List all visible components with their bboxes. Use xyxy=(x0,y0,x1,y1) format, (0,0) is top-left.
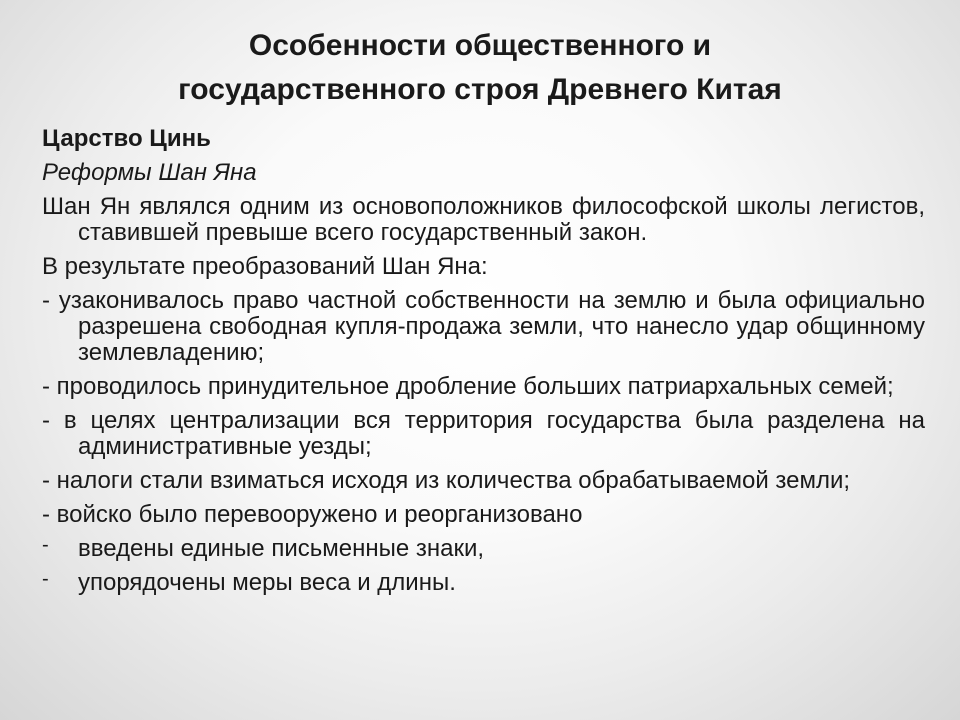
slide-body xyxy=(42,126,925,604)
results-lead: В результате преобразований Шан Яна: xyxy=(42,253,488,280)
kingdom-heading: Царство Цинь xyxy=(42,125,211,152)
reform-item-1: - узаконивалось право частной собственности на землю и была официально разрешена свободная купля-продажа земли, что нанесло удар общинному землевладению; xyxy=(42,287,925,366)
bullet-dash: - xyxy=(42,568,49,590)
intro-paragraph: Шан Ян являлся одним из основоположников философской школы легистов, ставившей превыше всего государственный закон. xyxy=(42,193,925,246)
slide-title xyxy=(0,24,960,112)
reform-item-3: - в целях централизации вся территория государства была разделена на административные уезды; xyxy=(42,407,925,460)
reform-item-2: - проводилось принудительное дробление больших патриархальных семей; xyxy=(42,373,894,400)
reform-item-5: - войско было перевооружено и реорганизовано xyxy=(42,501,583,528)
reforms-heading: Реформы Шан Яна xyxy=(42,159,257,186)
title-line-2: государственного строя Древнего Китая xyxy=(178,73,782,106)
bullet-dash: - xyxy=(42,534,49,556)
bullet-text: введены единые письменные знаки, xyxy=(78,535,485,562)
reform-item-4: - налоги стали взиматься исходя из количества обрабатываемой земли; xyxy=(42,467,851,494)
bullet-item-1 xyxy=(42,536,925,562)
bullet-item-2 xyxy=(42,570,925,596)
title-line-1: Особенности общественного и xyxy=(248,29,712,62)
bullet-text: упорядочены меры веса и длины. xyxy=(78,569,456,596)
